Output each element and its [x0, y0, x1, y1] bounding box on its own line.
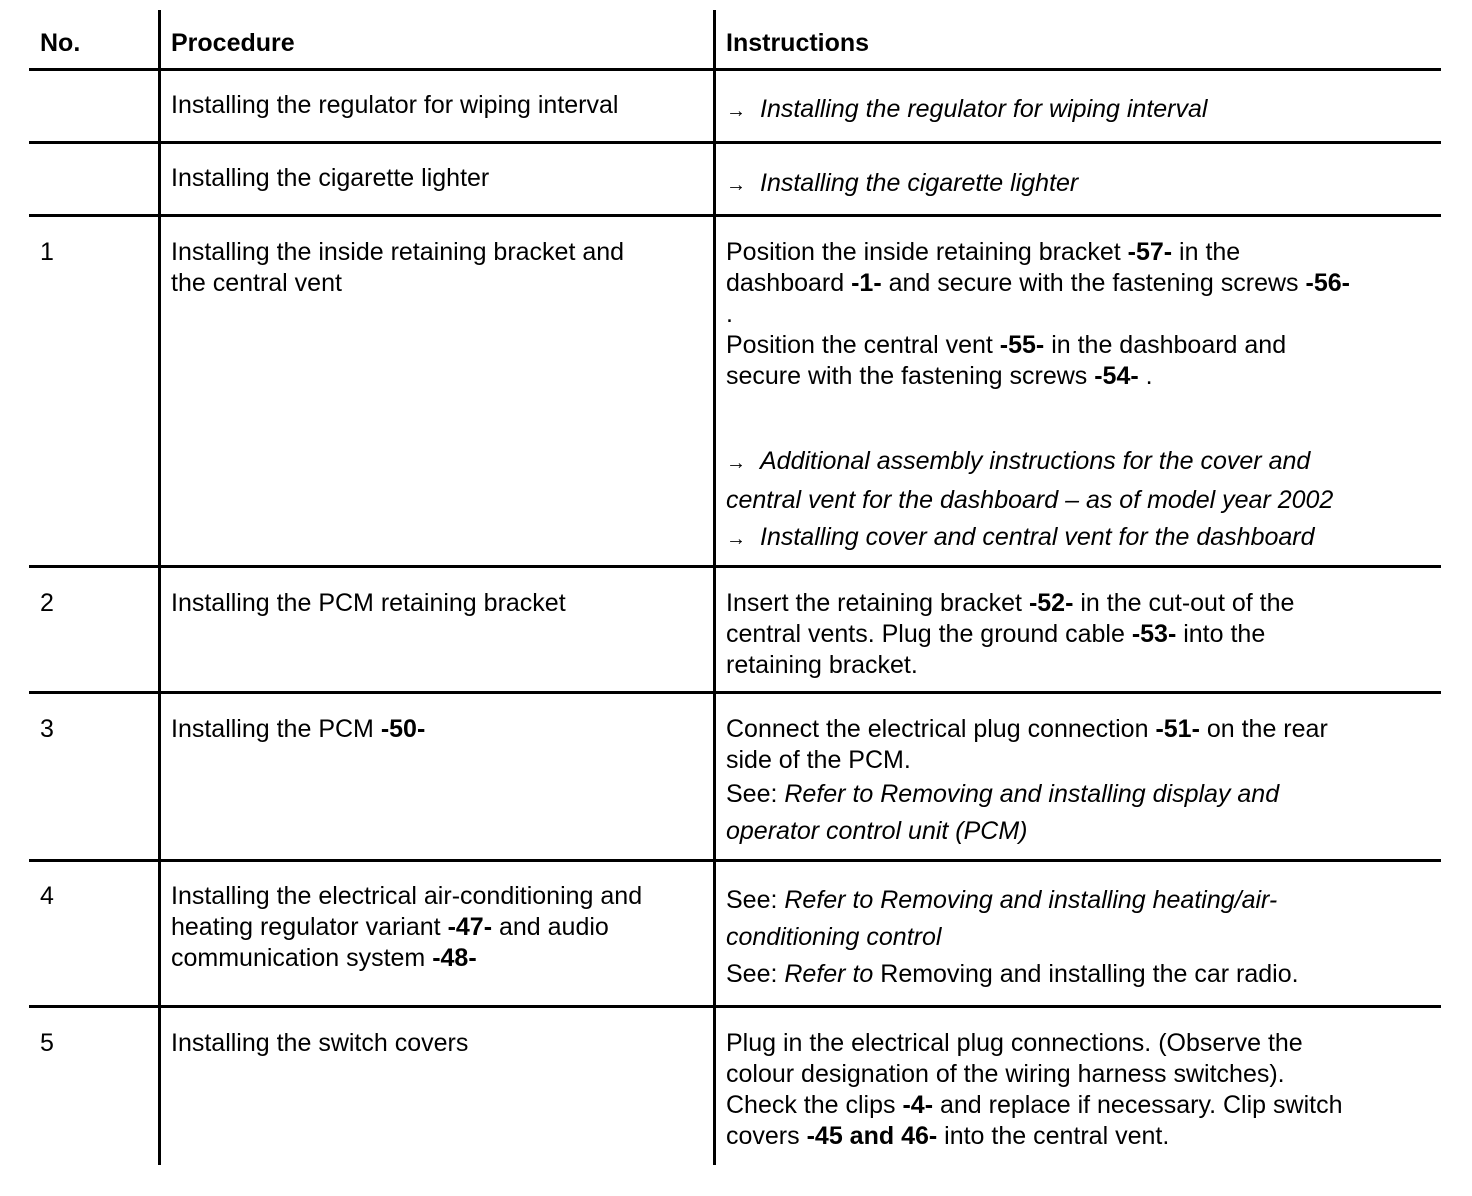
instruction-line: Connect the electrical plug connection -51- on the rear: [726, 715, 1328, 743]
procedure-pcm: Installing the PCM -50-: [171, 715, 426, 743]
row-number: 1: [40, 238, 54, 266]
row-number: 5: [40, 1029, 54, 1057]
link-additional-assembly[interactable]: → Additional assembly instructions for the cover and: [726, 447, 1311, 475]
link-additional-assembly-cont[interactable]: central vent for the dashboard – as of model year 2002: [726, 486, 1334, 514]
row-number: 3: [40, 715, 54, 743]
arrow-icon: →: [726, 528, 746, 550]
ref-50: -50-: [380, 715, 426, 743]
row-number: 4: [40, 882, 54, 910]
arrow-icon: →: [726, 452, 746, 474]
procedure-switch-covers: Installing the switch covers: [171, 1029, 469, 1057]
row-divider: [29, 1005, 1441, 1008]
instruction-line: colour designation of the wiring harness switches).: [726, 1060, 1285, 1088]
instruction-line: dashboard -1- and secure with the fastening screws -56-: [726, 269, 1350, 297]
link-heating-control[interactable]: Refer to Removing and installing heating/air-: [784, 886, 1278, 914]
instructions-pcm: [726, 714, 1328, 776]
ref-45-46: -45 and 46-: [806, 1122, 938, 1150]
procedure-line: the central vent: [171, 269, 342, 297]
header-no: No.: [40, 29, 81, 57]
procedure-line: Installing the inside retaining bracket and: [171, 238, 625, 266]
ref-1: -1-: [851, 269, 882, 297]
instruction-line: Plug in the electrical plug connections. (Observe the: [726, 1029, 1303, 1057]
ref-48: -48-: [432, 944, 477, 972]
see-line: See: Refer to Removing and installing the car radio.: [726, 960, 1299, 988]
ref-53: -53-: [1131, 620, 1177, 648]
link-pcm-display-cont[interactable]: operator control unit (PCM): [726, 817, 1028, 845]
instruction-line: secure with the fastening screws -54- .: [726, 362, 1153, 390]
ref-51: -51-: [1155, 715, 1200, 743]
links-inside-bracket: [726, 443, 1333, 558]
see-line: See: Refer to Removing and installing heating/air-: [726, 886, 1278, 914]
link-car-radio[interactable]: Refer to: [784, 960, 874, 988]
link-pcm-display[interactable]: Refer to Removing and installing display and: [784, 780, 1280, 808]
arrow-icon: →: [726, 174, 746, 196]
instruction-line: central vents. Plug the ground cable -53- into the: [726, 620, 1266, 648]
instruction-line: Position the central vent -55- in the dashboard and: [726, 331, 1287, 359]
ref-57: -57-: [1127, 238, 1173, 266]
procedure-pcm-bracket: Installing the PCM retaining bracket: [171, 589, 566, 617]
header-procedure: Procedure: [171, 29, 295, 57]
procedure-line: Installing the electrical air-conditioning and: [171, 882, 643, 910]
ref-56: -56-: [1305, 269, 1350, 297]
instruction-line: retaining bracket.: [726, 651, 918, 679]
ref-52: -52-: [1028, 589, 1074, 617]
see-line: See: Refer to Removing and installing display and: [726, 780, 1280, 808]
see-ac-regulator: [726, 882, 1299, 993]
instruction-line: Position the inside retaining bracket -57- in the: [726, 238, 1241, 266]
instruction-line: Insert the retaining bracket -52- in the cut-out of the: [726, 589, 1295, 617]
instruction-line: side of the PCM.: [726, 746, 911, 774]
row-divider: [29, 859, 1441, 862]
link-text: Installing the cigarette lighter: [760, 169, 1079, 197]
procedure-line: communication system -48-: [171, 944, 477, 972]
instruction-line: Check the clips -4- and replace if necessary. Clip switch: [726, 1091, 1343, 1119]
row-divider: [29, 691, 1441, 694]
instruction-line: covers -45 and 46- into the central vent.: [726, 1122, 1170, 1150]
row-divider: [29, 565, 1441, 568]
instructions-switch-covers: [726, 1028, 1342, 1152]
link-cigarette-lighter[interactable]: [726, 165, 1078, 204]
row-divider: [29, 214, 1441, 217]
procedure-wiping-interval: Installing the regulator for wiping interval: [171, 91, 619, 119]
ref-47: -47-: [447, 913, 493, 941]
header-instructions: Instructions: [726, 29, 870, 57]
instruction-line: .: [726, 300, 733, 328]
procedure-inside-bracket: [171, 237, 624, 299]
see-pcm: [726, 776, 1279, 850]
row-number: 2: [40, 589, 54, 617]
link-text: Installing the regulator for wiping interval: [760, 95, 1208, 123]
arrow-icon: →: [726, 100, 746, 122]
ref-54: -54-: [1094, 362, 1139, 390]
procedure-line: heating regulator variant -47- and audio: [171, 913, 609, 941]
procedure-cigarette-lighter: Installing the cigarette lighter: [171, 164, 490, 192]
ref-4: -4-: [902, 1091, 934, 1119]
ref-55: -55-: [999, 331, 1045, 359]
row-divider: [29, 68, 1441, 71]
link-installing-cover[interactable]: → Installing cover and central vent for the dashboard: [726, 523, 1315, 551]
column-divider: [158, 10, 161, 1165]
instructions-inside-bracket: [726, 237, 1350, 392]
link-wiping-interval[interactable]: [726, 91, 1207, 130]
row-divider: [29, 141, 1441, 144]
procedure-ac-regulator: [171, 881, 642, 974]
instructions-pcm-bracket: [726, 588, 1294, 681]
column-divider: [713, 10, 716, 1165]
link-heating-control-cont[interactable]: conditioning control: [726, 923, 942, 951]
